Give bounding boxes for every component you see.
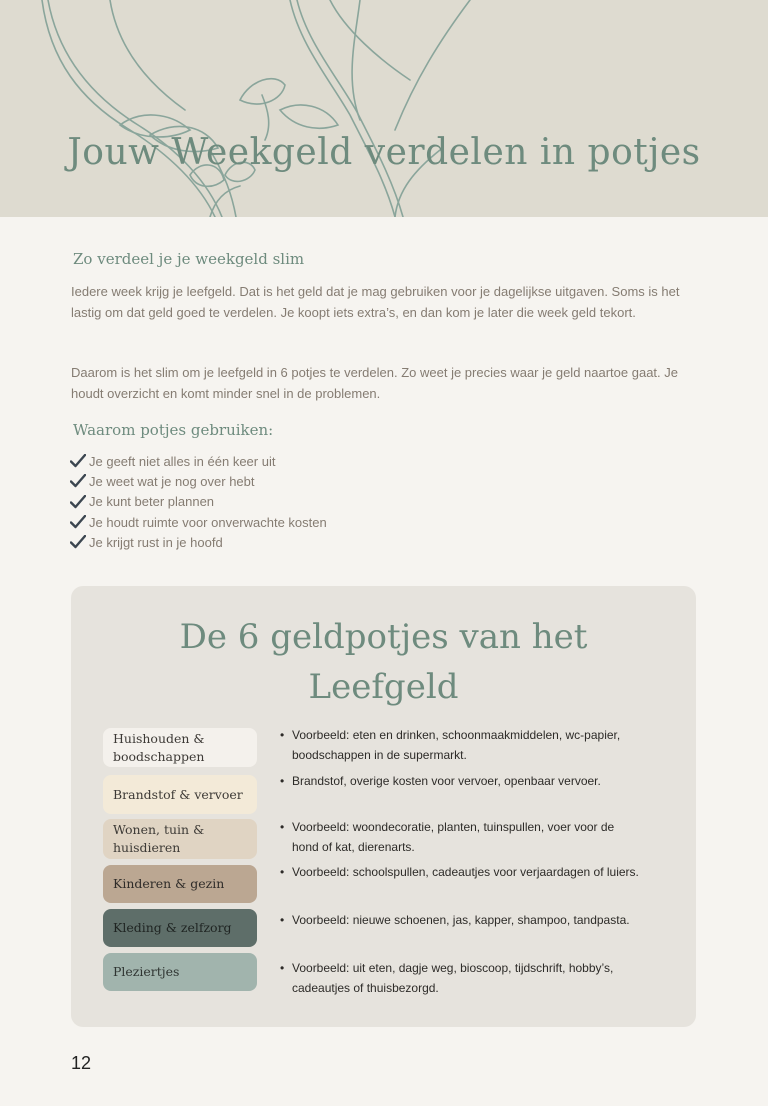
checklist-item-text: Je kunt beter plannen (89, 494, 215, 510)
pots-title-line-1: De 6 geldpotjes van het (179, 617, 588, 657)
pots-title (71, 612, 696, 712)
checkmark-icon (70, 474, 86, 488)
checklist-item (70, 532, 327, 552)
pot-label-kleding: Kleding & zelfzorg (103, 909, 257, 947)
checklist-item (70, 512, 327, 532)
checklist-item (70, 451, 327, 471)
page-number: 12 (71, 1053, 92, 1073)
checklist-item-text: Je houdt ruimte voor onverwachte kosten (89, 514, 327, 530)
checklist-item-text: Je geeft niet alles in één keer uit (89, 453, 276, 469)
pot-description-pleziertjes: • Voorbeeld: uit eten, dagje weg, bioscoop, tijdschrift, hobby’s, cadeautjes of thuisbezorgd. (280, 959, 640, 998)
pots-card (71, 586, 696, 1027)
pot-label-brandstof: Brandstof & vervoer (103, 775, 257, 814)
intro-paragraph-2: Daarom is het slim om je leefgeld in 6 potjes te verdelen. Zo weet je precies waar je geld naartoe gaat. Je houdt overzicht en komt minder snel in de problemen. (71, 365, 678, 401)
checkmark-icon (70, 454, 86, 468)
checkmark-icon (70, 495, 86, 509)
pot-label-huishouden: Huishouden & boodschappen (103, 728, 257, 767)
why-checklist (70, 451, 327, 552)
pot-description-kinderen: • Voorbeeld: schoolspullen, cadeautjes voor verjaardagen of luiers. (280, 863, 640, 883)
pot-label-kinderen: Kinderen & gezin (103, 865, 257, 903)
pot-description-kleding: • Voorbeeld: nieuwe schoenen, jas, kapper, shampoo, tandpasta. (280, 911, 640, 931)
pot-label-pleziertjes: Pleziertjes (103, 953, 257, 991)
checklist-item (70, 492, 327, 512)
header-band (0, 0, 768, 217)
checklist-item-text: Je krijgt rust in je hoofd (89, 534, 223, 550)
pot-description-huishouden: • Voorbeeld: eten en drinken, schoonmaakmiddelen, wc-papier, boodschappen in de supermarkt. (280, 726, 640, 765)
intro-heading: Zo verdeel je je weekgeld slim (73, 250, 305, 268)
pot-label-wonen: Wonen, tuin & huisdieren (103, 819, 257, 859)
checkmark-icon (70, 515, 86, 529)
page-title: Jouw Weekgeld verdelen in potjes (67, 132, 701, 173)
checklist-item (70, 471, 327, 491)
pot-description-brandstof: • Brandstof, overige kosten voor vervoer, openbaar vervoer. (280, 772, 640, 792)
pots-title-line-2: Leefgeld (308, 667, 459, 707)
checklist-item-text: Je weet wat je nog over hebt (89, 473, 255, 489)
botanical-illustration (0, 0, 768, 217)
why-heading: Waarom potjes gebruiken: (73, 421, 274, 439)
intro-paragraph-1: Iedere week krijg je leefgeld. Dat is het geld dat je mag gebruiken voor je dagelijkse uitgaven. Soms is het lastig om dat geld goed te verdelen. Je koopt iets extra’s, en dan kom je later die week geld tekort. (71, 284, 680, 320)
pot-description-wonen: • Voorbeeld: woondecoratie, planten, tuinspullen, voer voor de hond of kat, dierenarts. (280, 818, 640, 857)
checkmark-icon (70, 535, 86, 549)
